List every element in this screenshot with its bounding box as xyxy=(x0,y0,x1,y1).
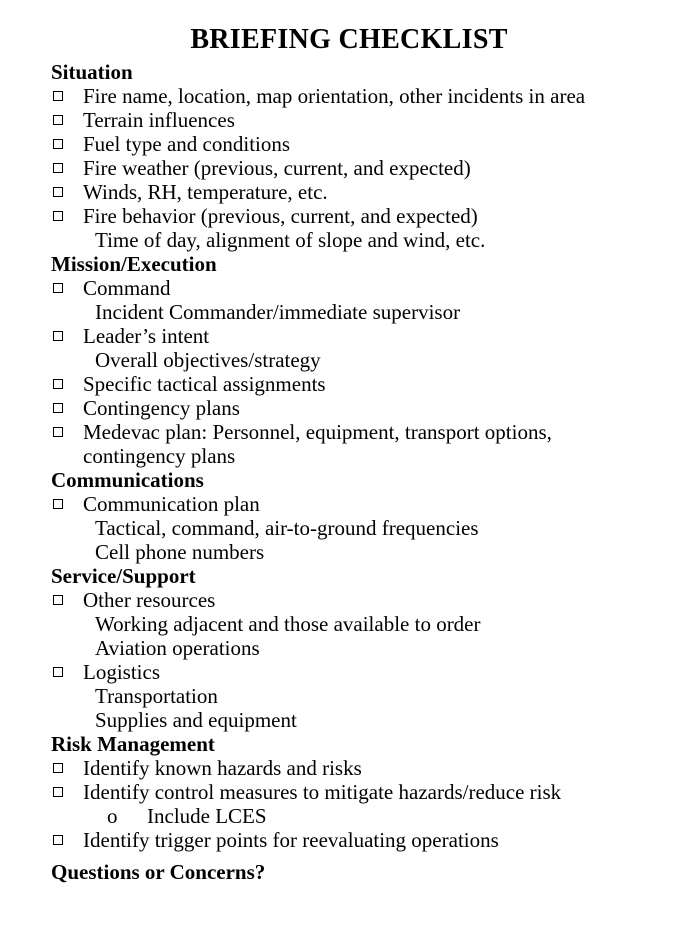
checklist-item-label: Command xyxy=(83,276,171,300)
checklist-item-label: Logistics xyxy=(83,660,160,684)
checklist-item-label: Fire behavior (previous, current, and expected) xyxy=(83,204,478,228)
checklist-item-label: Fire weather (previous, current, and expected) xyxy=(83,156,471,180)
checkbox-icon[interactable] xyxy=(53,163,63,173)
checkbox-icon[interactable] xyxy=(53,427,63,437)
section-heading: Communications xyxy=(51,468,204,492)
checklist-item-label: Specific tactical assignments xyxy=(83,372,326,396)
section-heading: Mission/Execution xyxy=(51,252,217,276)
checklist-subitem: Incident Commander/immediate supervisor xyxy=(95,300,461,324)
checklist-item[interactable] xyxy=(0,84,678,108)
checkbox-icon[interactable] xyxy=(53,211,63,221)
page-title: BRIEFING CHECKLIST xyxy=(190,24,508,55)
section-heading: Risk Management xyxy=(51,732,215,756)
checklist-item[interactable] xyxy=(0,132,678,156)
checklist-item-label: Contingency plans xyxy=(83,396,240,420)
checklist-subitem: Cell phone numbers xyxy=(95,540,265,564)
checkbox-icon[interactable] xyxy=(53,115,63,125)
checklist-item-label: Identify control measures to mitigate hazards/reduce risk xyxy=(83,780,562,804)
checklist-item[interactable] xyxy=(0,108,678,132)
checklist-item[interactable] xyxy=(0,372,678,396)
checkbox-icon[interactable] xyxy=(53,283,63,293)
checkbox-icon[interactable] xyxy=(53,595,63,605)
section-heading: Situation xyxy=(51,60,133,84)
checklist-bullet xyxy=(0,804,678,828)
checklist-item[interactable] xyxy=(0,276,678,300)
checklist-subitem: Supplies and equipment xyxy=(95,708,297,732)
closing-question: Questions or Concerns? xyxy=(51,860,266,884)
checklist-item-label: Fire name, location, map orientation, other incidents in area xyxy=(83,84,586,108)
checkbox-icon[interactable] xyxy=(53,763,63,773)
checklist-item[interactable] xyxy=(0,588,678,612)
checklist-item-label: Medevac plan: Personnel, equipment, transport options, contingency plans xyxy=(83,420,552,468)
checklist-item-label: Other resources xyxy=(83,588,216,612)
checklist-item-label: Communication plan xyxy=(83,492,260,516)
checklist-item-label: Winds, RH, temperature, etc. xyxy=(83,180,328,204)
checklist-item[interactable] xyxy=(0,204,678,228)
section-heading: Service/Support xyxy=(51,564,196,588)
checkbox-icon[interactable] xyxy=(53,499,63,509)
checklist-item[interactable] xyxy=(0,156,678,180)
checklist-item[interactable] xyxy=(0,756,678,780)
checkbox-icon[interactable] xyxy=(53,403,63,413)
checkbox-icon[interactable] xyxy=(53,667,63,677)
checkbox-icon[interactable] xyxy=(53,379,63,389)
checkbox-icon[interactable] xyxy=(53,331,63,341)
checkbox-icon[interactable] xyxy=(53,91,63,101)
checklist-item-label: Identify known hazards and risks xyxy=(83,756,362,780)
checklist-item[interactable] xyxy=(0,660,678,684)
checklist-item[interactable] xyxy=(0,180,678,204)
checkbox-icon[interactable] xyxy=(53,139,63,149)
checklist-item[interactable] xyxy=(0,492,678,516)
checklist-subitem: Working adjacent and those available to order xyxy=(95,612,481,636)
checklist-item[interactable] xyxy=(0,828,678,852)
checklist-item[interactable] xyxy=(0,780,678,804)
bullet-text: Include LCES xyxy=(147,804,267,828)
bullet-marker: o xyxy=(107,804,118,828)
checklist-subitem: Transportation xyxy=(95,684,218,708)
checklist-item-label: Identify trigger points for reevaluating operations xyxy=(83,828,499,852)
checkbox-icon[interactable] xyxy=(53,787,63,797)
checklist-subitem: Overall objectives/strategy xyxy=(95,348,321,372)
checklist-item[interactable] xyxy=(0,396,678,420)
checklist-item-label: Terrain influences xyxy=(83,108,235,132)
checklist-item[interactable] xyxy=(0,420,678,468)
checklist-content xyxy=(0,60,678,852)
checklist-subitem: Time of day, alignment of slope and wind, etc. xyxy=(95,228,486,252)
checklist-subitem: Tactical, command, air-to-ground frequencies xyxy=(95,516,479,540)
checklist-item-label: Fuel type and conditions xyxy=(83,132,291,156)
checklist-subitem: Aviation operations xyxy=(95,636,260,660)
checkbox-icon[interactable] xyxy=(53,187,63,197)
checklist-item-label: Leader’s intent xyxy=(83,324,210,348)
checkbox-icon[interactable] xyxy=(53,835,63,845)
checklist-item[interactable] xyxy=(0,324,678,348)
